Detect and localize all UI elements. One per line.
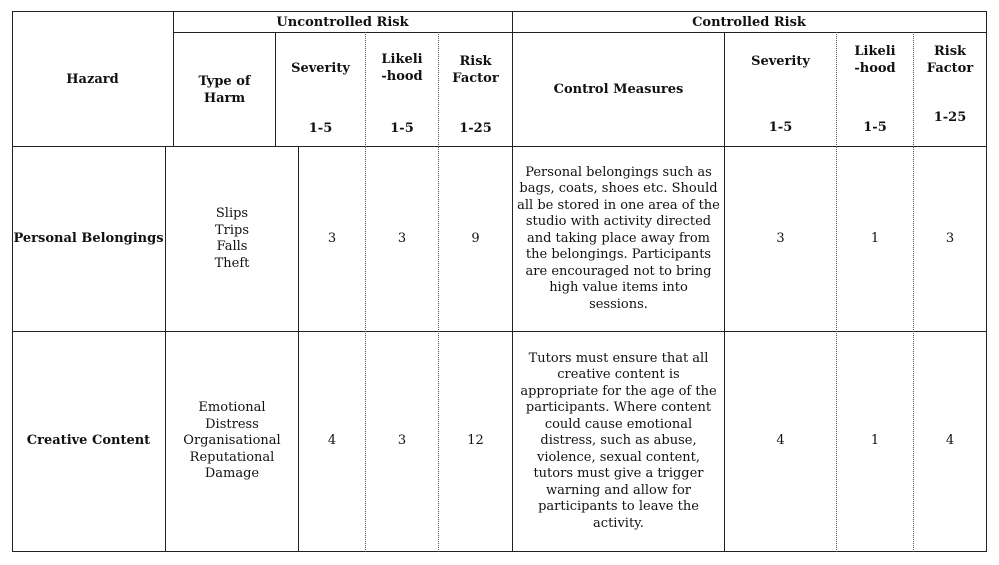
header-c-risk-factor: Risk Factor bbox=[926, 44, 974, 76]
header-u-likelihood-range: 1-5 bbox=[390, 120, 414, 136]
header-hazard: Hazard bbox=[66, 71, 119, 87]
row-c-severity: 3 bbox=[776, 230, 785, 246]
row-u-likelihood: 3 bbox=[397, 230, 407, 246]
row-u-likelihood: 3 bbox=[397, 433, 407, 449]
header-c-severity-range: 1-5 bbox=[768, 119, 793, 135]
header-u-likelihood: Likeli -hood bbox=[381, 52, 423, 84]
header-control-measures: Control Measures bbox=[553, 82, 684, 97]
header-u-risk-factor: Risk Factor bbox=[452, 54, 499, 86]
header-u-severity-range: 1-5 bbox=[308, 120, 333, 136]
header-u-severity: Severity bbox=[291, 60, 350, 76]
row-u-risk: 12 bbox=[467, 433, 484, 449]
row-hazard: Personal Belongings bbox=[13, 230, 164, 246]
header-uncontrolled-risk: Uncontrolled Risk bbox=[276, 14, 409, 30]
header-type-of-harm: Type of Harm bbox=[198, 73, 251, 106]
row-u-risk: 9 bbox=[471, 230, 480, 246]
header-c-likelihood: Likeli -hood bbox=[854, 44, 896, 76]
header-c-severity: Severity bbox=[751, 53, 810, 69]
row-c-risk: 3 bbox=[945, 230, 955, 246]
row-c-severity: 4 bbox=[776, 433, 785, 449]
row-type-of-harm: Emotional Distress Organisational Reputational Damage bbox=[183, 400, 281, 482]
row-type-of-harm: Slips Trips Falls Theft bbox=[214, 206, 250, 271]
row-c-risk: 4 bbox=[945, 433, 955, 449]
header-c-risk-factor-range: 1-25 bbox=[933, 109, 967, 125]
row-control-measures: Personal belongings such as bags, coats, shoes etc. Should all be stored in one area of the studio with activity directed and taking place away from the belongings. Participants are encouraged not to bring high value items into sessions. bbox=[517, 164, 720, 312]
row-hazard: Creative Content bbox=[26, 433, 151, 449]
table-right-border bbox=[986, 11, 987, 552]
row-control-measures: Tutors must ensure that all creative content is appropriate for the age of the participants. Where content could cause emotional distress, such as abuse, violence, sexual content, tutors must give a trigger warning and allow for participants to leave the activity. bbox=[520, 350, 717, 531]
row-u-severity: 4 bbox=[327, 433, 337, 449]
header-c-likelihood-range: 1-5 bbox=[863, 119, 887, 135]
header-controlled-risk: Controlled Risk bbox=[692, 14, 806, 30]
row-c-likelihood: 1 bbox=[870, 433, 880, 449]
table-bottom-border bbox=[12, 551, 987, 552]
row-c-likelihood: 1 bbox=[870, 230, 880, 246]
header-u-risk-factor-range: 1-25 bbox=[459, 120, 492, 136]
row-u-severity: 3 bbox=[327, 230, 337, 246]
